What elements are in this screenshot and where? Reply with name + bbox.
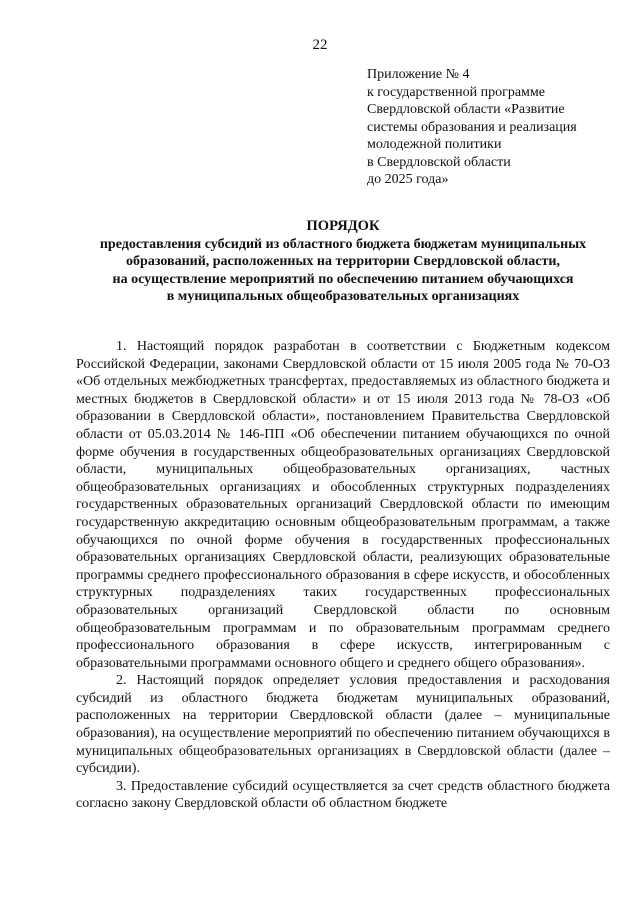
appendix-line: Приложение № 4 (367, 67, 470, 82)
title-line: предоставления субсидий из областного бюджета бюджетам муниципальных (99, 236, 587, 252)
appendix-line: в Свердловской области (367, 154, 511, 170)
page-number: 22 (312, 37, 328, 53)
title-line: на осуществление мероприятий по обеспечению питанием обучающихся (112, 271, 574, 287)
document-body (76, 338, 610, 813)
title-main: ПОРЯДОК (306, 218, 380, 234)
paragraph-3: 3. Предоставление субсидий осуществляется за счет средств областного бюджета согласно закону Свердловской области об областном бюджете (76, 778, 610, 812)
appendix-line: к государственной программе (367, 84, 545, 100)
paragraph-2: 2. Настоящий порядок определяет условия предоставления и расходования субсидий из областного бюджета бюджетам муниципальных образований, расположенных на территории Свердловской области (далее – муниципальные образования), на осуществление мероприятий по обеспечению питанием обучающихся в муниципальных общеобразовательных организациях в Свердловской области (далее – субсидии). (76, 673, 610, 777)
appendix-line: Свердловской области «Развитие (367, 102, 565, 117)
document-title (70, 218, 616, 306)
appendix-line: до 2025 года» (367, 172, 449, 187)
title-line: образований, расположенных на территории Свердловской области, (126, 254, 560, 269)
appendix-line: молодежной политики (367, 137, 502, 152)
paragraph-1: 1. Настоящий порядок разработан в соответствии с Бюджетным кодексом Российской Федерации, законами Свердловской области от 15 июля 2005 года № 70-ОЗ «Об отдельных межбюджетных трансфертах, предоставляемых из областного бюджета и местных бюджетов в Свердловской области» и от 15 июля 2013 года № 78-ОЗ «Об образовании в Свердловской области», постановлением Правительства Свердловской области от 05.03.2014 № 146-ПП «Об обеспечении питанием обучающихся по очной форме обучения в государственных общеобразовательных организациях Свердловской области, муниципальных общеобразовательных организациях, частных общеобразовательных организациях и обособленных структурных подразделениях государственных образовательных организаций Свердловской области по имеющим государственную аккредитацию основным общеобразовательным программам, а также обучающихся по очной форме обучения в государственных профессиональных образовательных организациях Свердловской области, реализующих образовательные программы среднего профессионального образования в сфере искусств, и обособленных структурных подразделениях таких государственных профессиональных образовательных организаций Свердловской области по основным общеобразовательным программам и по образовательным программам среднего профессионального образования в сфере искусств, интегрированным с образовательными программами основного общего и среднего общего образования». (76, 339, 610, 671)
title-line: в муниципальных общеобразовательных организациях (166, 289, 520, 304)
appendix-line: системы образования и реализация (367, 119, 577, 135)
appendix-header (367, 66, 617, 189)
